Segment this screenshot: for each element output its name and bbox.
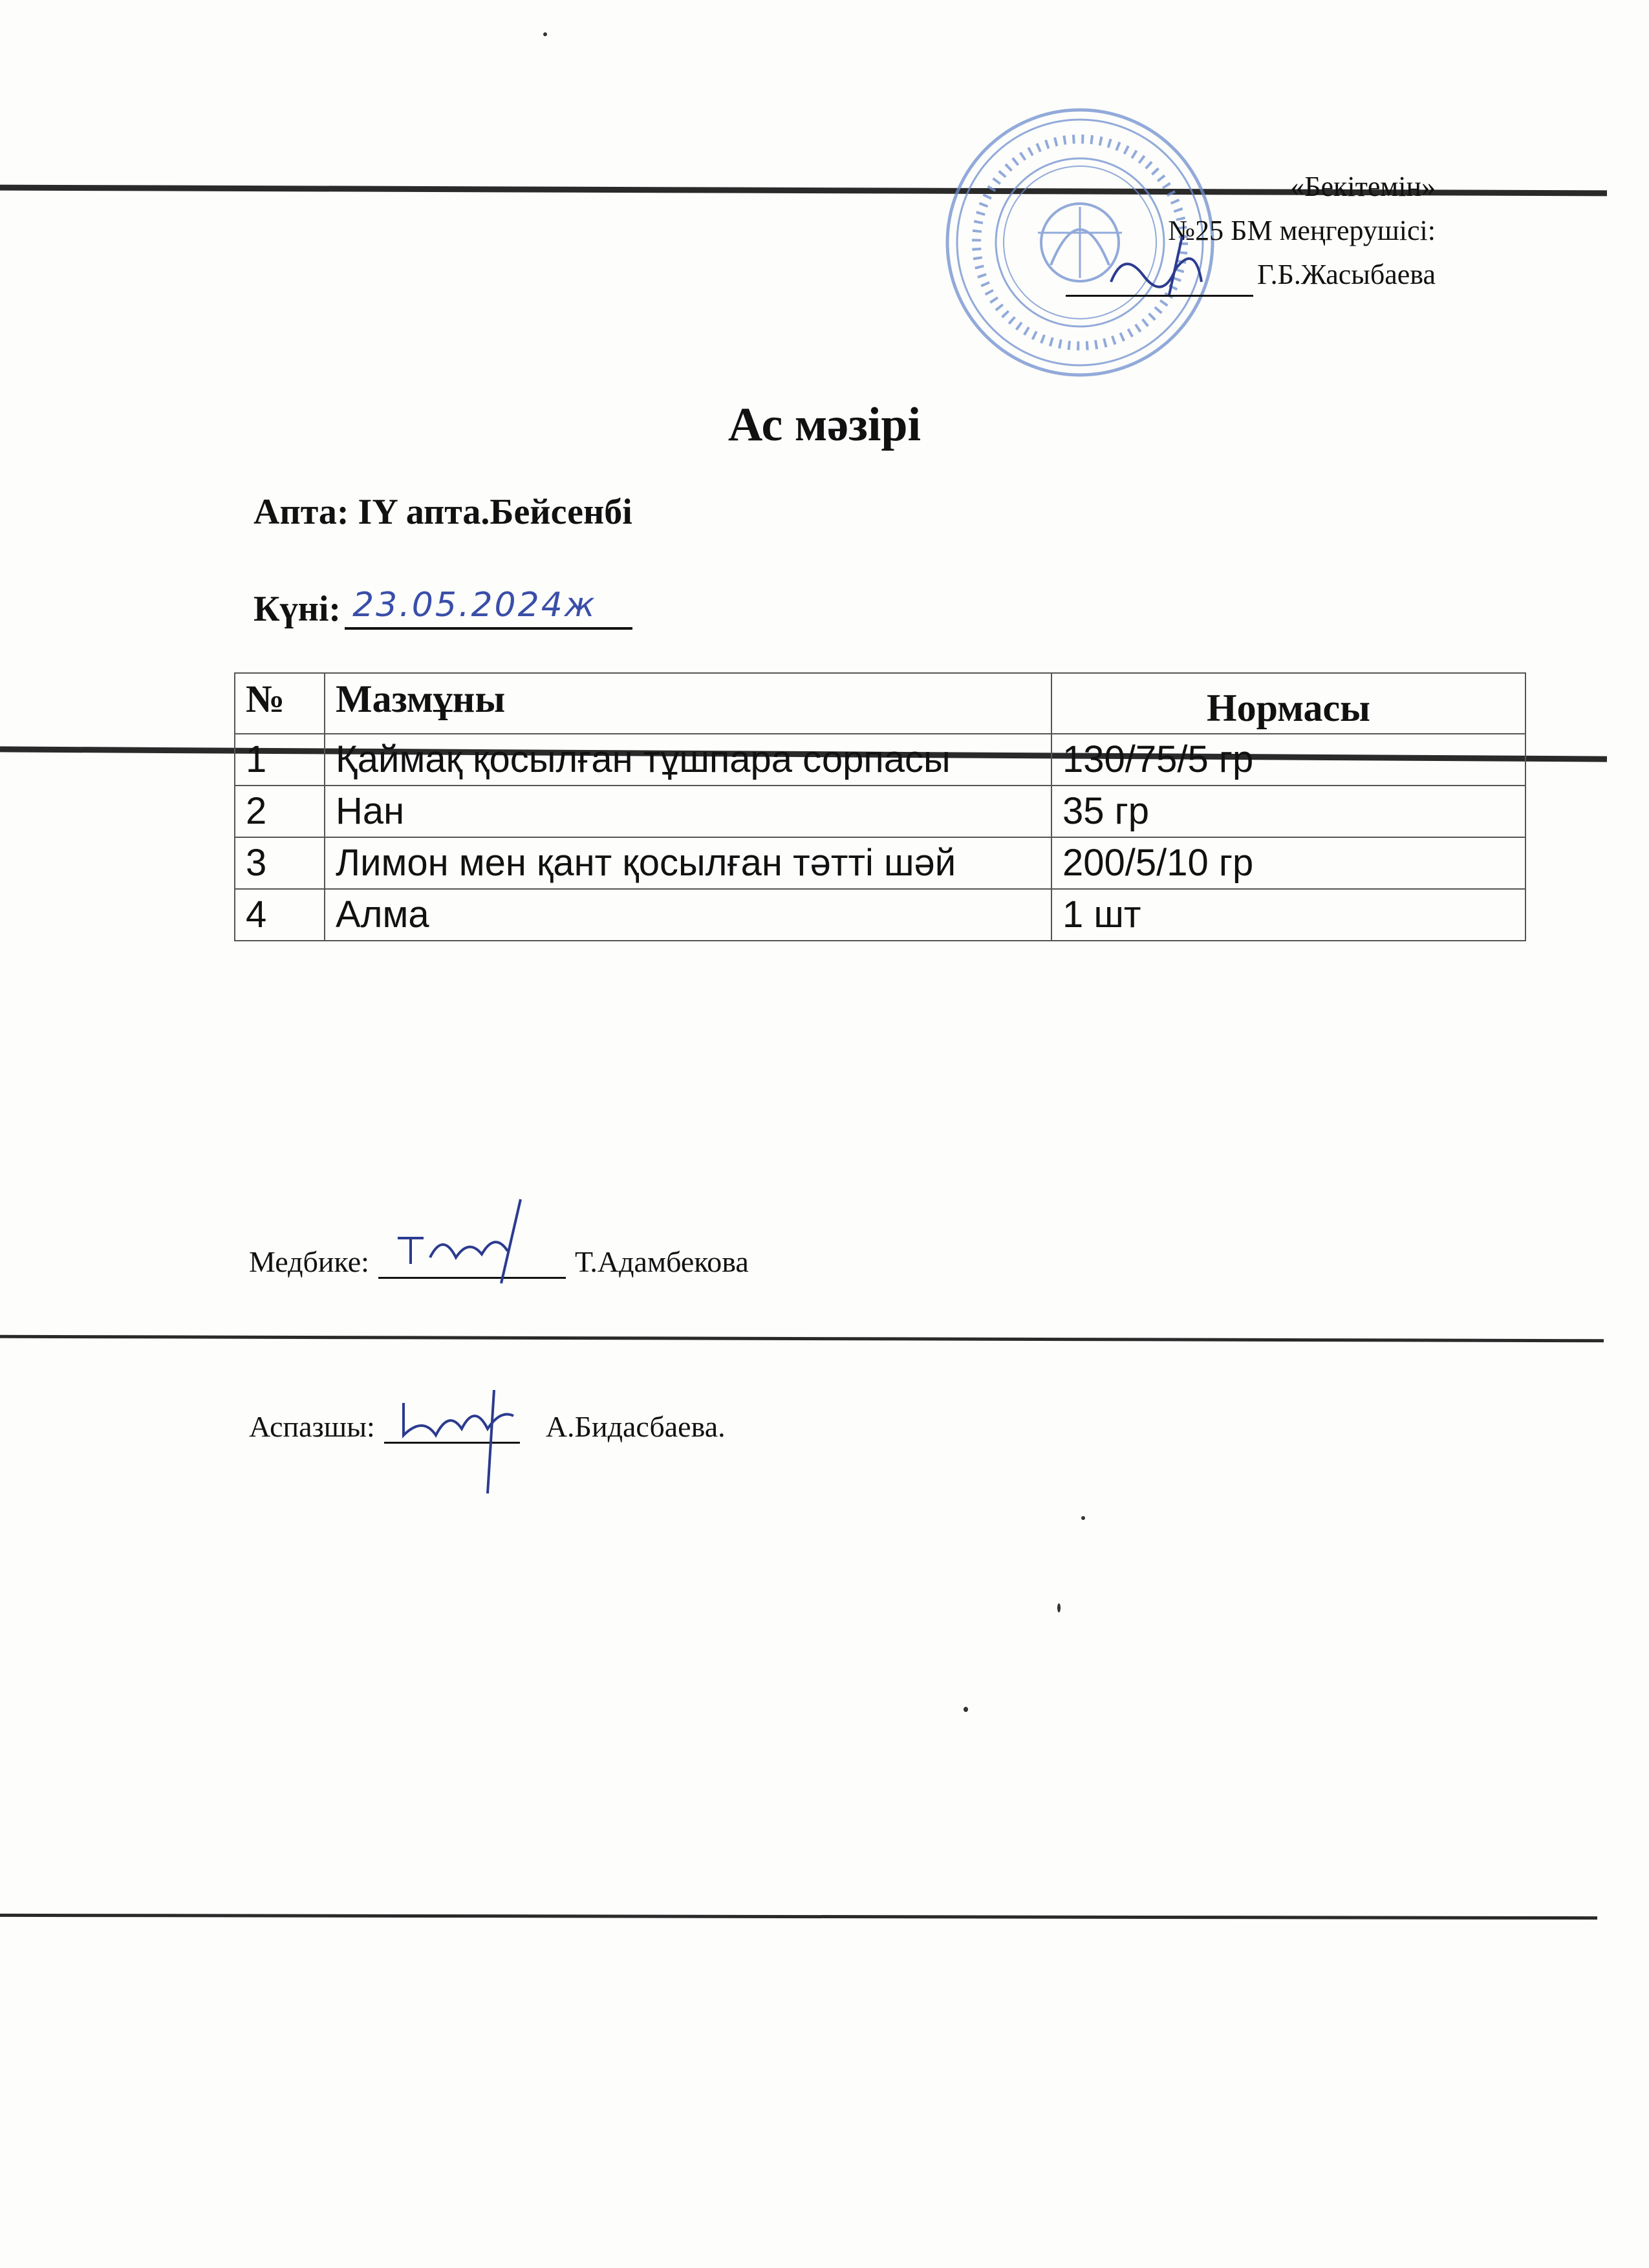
approval-position: №25 БМ меңгерушісі: [1168,215,1436,246]
medic-signature [385,1193,546,1290]
scan-line-bottom [0,1914,1597,1920]
table-row [235,786,1525,837]
row-number: 3 [235,837,325,889]
row-number: 2 [235,786,325,837]
approval-heading: «Бекітемін» [1290,171,1436,202]
table-header-row [235,673,1525,734]
approval-name: Г.Б.Жасыбаева [1257,259,1436,290]
scan-speck [1081,1516,1085,1520]
day-label: Күні: [253,589,341,629]
cook-signature-line [384,1396,520,1444]
table-row [235,889,1525,941]
row-number: 1 [235,734,325,786]
table-row [235,734,1525,786]
row-content: Қаймақ қосылған тұшпара сорпасы [325,734,1051,786]
row-norm: 35 гр [1051,786,1525,837]
scan-line-middle [0,1335,1604,1342]
medic-label: Медбике: [249,1245,369,1278]
cook-label: Аспазшы: [249,1410,375,1443]
row-content: Нан [325,786,1051,837]
table-row [235,837,1525,889]
header-norm: Нормасы [1051,673,1525,734]
row-content: Лимон мен қант қосылған тәтті шәй [325,837,1051,889]
row-norm: 200/5/10 гр [1051,837,1525,889]
medic-signature-line [378,1232,566,1279]
scan-speck [964,1707,968,1712]
cook-signature-block [249,1396,726,1444]
medic-name: Т.Адамбекова [574,1245,749,1278]
menu-table [234,672,1526,941]
approval-block [1066,165,1436,297]
handwritten-date: 23.05.2024ж [352,586,597,625]
row-norm: 130/75/5 гр [1051,734,1525,786]
date-field [345,582,632,630]
row-norm: 1 шт [1051,889,1525,941]
header-content: Мазмұны [325,673,1051,734]
cook-name: А.Бидасбаева. [545,1410,726,1443]
page-title: Ас мәзірі [727,398,921,451]
row-content: Алма [325,889,1051,941]
day-line [253,582,632,630]
row-number: 4 [235,889,325,941]
director-signature [1105,224,1234,301]
cook-signature [391,1377,533,1500]
scan-speck [543,32,547,36]
week-line: Апта: IY апта.Бейсенбі [253,492,632,532]
header-number: № [235,673,325,734]
scan-speck [1057,1603,1061,1612]
medic-signature-block [249,1232,749,1279]
approval-signature-line [1066,260,1253,297]
approval-sign-row [1066,253,1436,297]
